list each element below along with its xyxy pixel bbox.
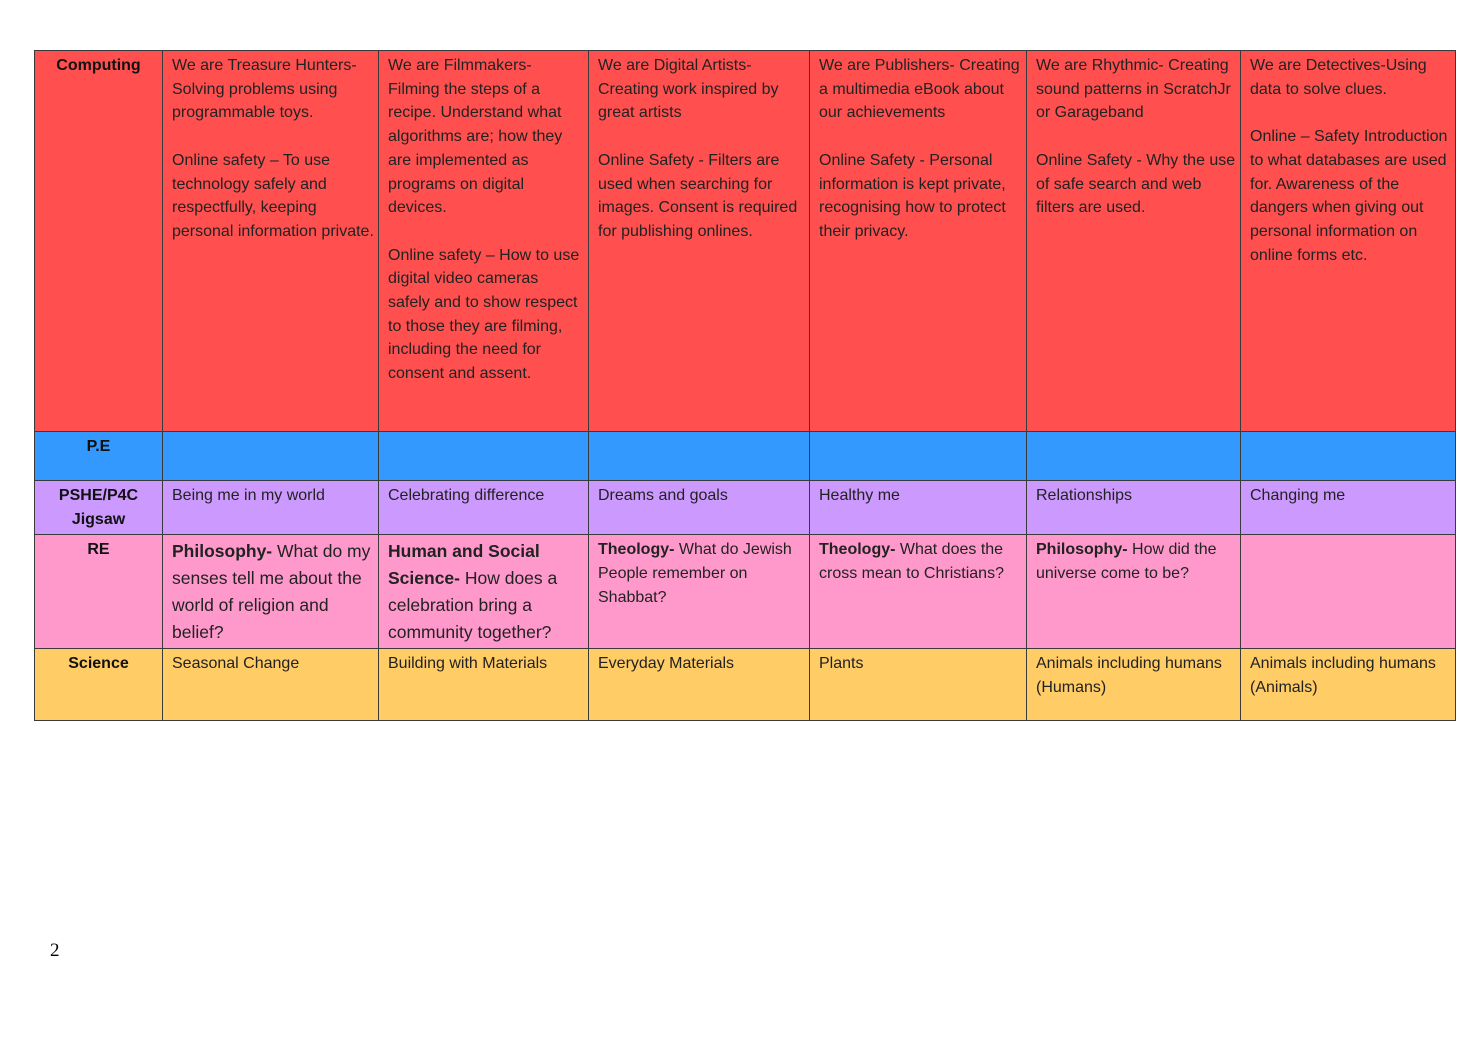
science-cell-2 [379, 649, 589, 721]
cell-text: We are Publishers- Creating a multimedia eBook about our achievements Online Safety - Personal information is kept private, recognising how to protect their privacy. [819, 57, 1020, 240]
cell-text: Building with Materials [388, 655, 548, 673]
cell-text: We are Digital Artists- Creating work inspired by great artists Online Safety - Filters are used when searching for images. Consent is required for publishing onlines. [598, 57, 798, 240]
cell-text: Celebrating difference [388, 487, 545, 504]
re-head: Human and Social Science- [388, 541, 540, 589]
computing-cell-6 [1241, 51, 1456, 432]
cell-text: Everyday Materials [598, 655, 735, 673]
pe-cell-4 [810, 432, 1027, 481]
re-text: How does a celebration bring a community together? [388, 568, 558, 642]
re-cell-6 [1241, 535, 1456, 649]
cell-text: Relationships [1036, 487, 1133, 504]
subject-re: RE [35, 535, 163, 649]
subject-pshe-label: PSHE/P4C Jigsaw [58, 487, 139, 528]
page-number: 2 [50, 940, 60, 961]
re-head: Philosophy- [172, 541, 273, 562]
cell-text: Animals including humans (Humans) [1036, 655, 1222, 696]
subject-pe: P.E [35, 432, 163, 481]
pshe-cell-6 [1241, 481, 1456, 535]
re-text: How did the universe come to be? [1036, 541, 1217, 583]
re-text: What does the cross mean to Christians? [819, 541, 1004, 583]
pshe-cell-1 [163, 481, 379, 535]
curriculum-table [34, 50, 1456, 721]
cell-text: Plants [819, 655, 864, 673]
computing-cell-3 [589, 51, 810, 432]
cell-text: Dreams and goals [598, 487, 728, 504]
pshe-cell-2 [379, 481, 589, 535]
computing-row [35, 51, 1456, 432]
re-cell-3 [589, 535, 810, 649]
subject-science: Science [35, 649, 163, 721]
cell-text: We are Detectives-Using data to solve clues. Online – Safety Introduction to what databases are used for. Awareness of the dangers when giving out personal information on online forms etc. [1250, 57, 1448, 264]
pshe-cell-3 [589, 481, 810, 535]
re-text: What do my senses tell me about the world of religion and belief? [172, 541, 371, 642]
science-row [35, 649, 1456, 721]
cell-text: Animals including humans (Animals) [1250, 655, 1436, 696]
pe-cell-3 [589, 432, 810, 481]
re-head: Theology- [598, 541, 675, 559]
science-cell-6 [1241, 649, 1456, 721]
cell-text: Being me in my world [172, 487, 325, 504]
cell-text: We are Filmmakers- Filming the steps of a recipe. Understand what algorithms are; how they are implemented as programs on digital devices. Online safety – How to use digital video cameras safely and to show respect to those they are filming, including the need for consent and assent. [388, 57, 580, 383]
cell-text: Changing me [1250, 487, 1346, 504]
pe-cell-6 [1241, 432, 1456, 481]
re-head: Philosophy- [1036, 541, 1128, 559]
computing-cell-2 [379, 51, 589, 432]
re-text: What do Jewish People remember on Shabbat? [598, 541, 792, 606]
pe-cell-2 [379, 432, 589, 481]
science-cell-1 [163, 649, 379, 721]
re-cell-4 [810, 535, 1027, 649]
pshe-cell-5 [1027, 481, 1241, 535]
re-row [35, 535, 1456, 649]
pshe-cell-4 [810, 481, 1027, 535]
pshe-row [35, 481, 1456, 535]
pe-cell-1 [163, 432, 379, 481]
computing-cell-5 [1027, 51, 1241, 432]
pe-cell-5 [1027, 432, 1241, 481]
subject-computing: Computing [35, 51, 163, 432]
cell-text: We are Treasure Hunters- Solving problems using programmable toys. Online safety – To use technology safely and respectfully, keeping personal information private. [172, 57, 374, 240]
computing-cell-1 [163, 51, 379, 432]
cell-text: Healthy me [819, 487, 900, 504]
cell-text: Seasonal Change [172, 655, 300, 673]
science-cell-4 [810, 649, 1027, 721]
re-cell-1 [163, 535, 379, 649]
re-cell-5 [1027, 535, 1241, 649]
re-cell-2 [379, 535, 589, 649]
computing-cell-4 [810, 51, 1027, 432]
re-head: Theology- [819, 541, 896, 559]
science-cell-3 [589, 649, 810, 721]
cell-text: We are Rhythmic- Creating sound patterns in ScratchJr or Garageband Online Safety - Why the use of safe search and web filters are used. [1036, 57, 1236, 217]
science-cell-5 [1027, 649, 1241, 721]
pe-row [35, 432, 1456, 481]
subject-pshe [35, 481, 163, 535]
